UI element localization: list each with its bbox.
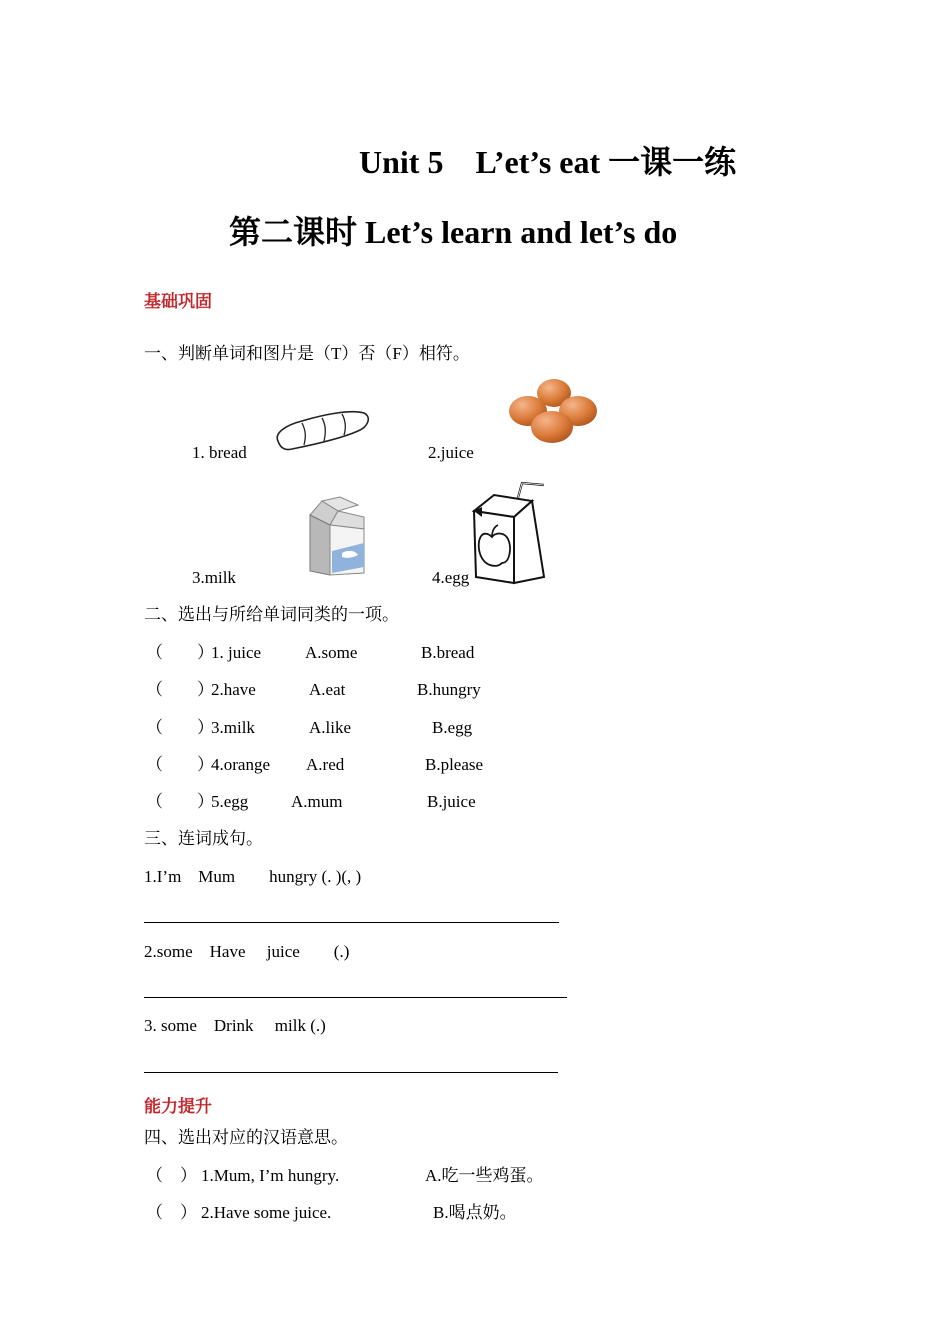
answer-paren[interactable]: （ ） <box>146 643 214 662</box>
answer-line-3[interactable] <box>144 1072 558 1073</box>
q4-heading: 四、选出对应的汉语意思。 <box>144 1128 348 1147</box>
section-basic-label: 基础巩固 <box>144 292 212 311</box>
eggs-icon <box>506 377 600 447</box>
q3-item-2: 2.some Have juice (.) <box>144 942 350 961</box>
q2-word: 3.milk <box>211 718 255 737</box>
answer-line-2[interactable] <box>144 997 567 998</box>
q1-heading: 一、判断单词和图片是（T）否（F）相符。 <box>144 344 470 363</box>
q4-answer: B.喝点奶。 <box>433 1203 517 1222</box>
q2-word: 1. juice <box>211 643 262 662</box>
q2-option-a: A.some <box>305 643 358 662</box>
q2-option-b: B.hungry <box>417 680 481 699</box>
q4-answer: A.吃一些鸡蛋。 <box>425 1166 544 1185</box>
answer-paren[interactable]: （ ） <box>146 718 214 737</box>
q4-sentence: 1.Mum, I’m hungry. <box>201 1166 340 1185</box>
q2-heading: 二、选出与所给单词同类的一项。 <box>144 605 399 624</box>
answer-line-1[interactable] <box>144 922 559 923</box>
q2-option-b: B.egg <box>432 718 473 737</box>
q2-option-a: A.like <box>309 718 352 737</box>
q3-item-1: 1.I’m Mum hungry (. )(, ) <box>144 867 362 886</box>
section-ability-label: 能力提升 <box>144 1097 212 1116</box>
answer-paren[interactable]: （ ） <box>146 1203 197 1222</box>
q2-word: 4.orange <box>211 755 271 774</box>
bread-icon <box>272 405 372 455</box>
juice-box-icon <box>470 477 550 587</box>
q4-sentence: 2.Have some juice. <box>201 1203 332 1222</box>
q2-option-a: A.mum <box>291 792 343 811</box>
q2-option-b: B.bread <box>421 643 475 662</box>
title-line-2: 第二课时 Let’s learn and let’s do <box>229 214 678 250</box>
q2-option-a: A.red <box>306 755 345 774</box>
answer-paren[interactable]: （ ） <box>146 792 214 811</box>
q1-item-4-label: 4.egg <box>432 568 470 587</box>
q1-item-1-label: 1. bread <box>192 443 247 462</box>
answer-paren[interactable]: （ ） <box>146 755 214 774</box>
q2-word: 5.egg <box>211 792 249 811</box>
q1-item-2-label: 2.juice <box>428 443 474 462</box>
q3-heading: 三、连词成句。 <box>144 829 263 848</box>
q2-option-b: B.juice <box>427 792 476 811</box>
answer-paren[interactable]: （ ） <box>146 680 214 699</box>
q3-item-3: 3. some Drink milk (.) <box>144 1016 326 1035</box>
answer-paren[interactable]: （ ） <box>146 1166 197 1185</box>
q2-option-a: A.eat <box>309 680 346 699</box>
title-line-1: Unit 5 L’et’s eat 一课一练 <box>359 144 737 180</box>
milk-carton-icon <box>306 495 368 577</box>
q1-item-3-label: 3.milk <box>192 568 236 587</box>
q2-word: 2.have <box>211 680 256 699</box>
q2-option-b: B.please <box>425 755 484 774</box>
